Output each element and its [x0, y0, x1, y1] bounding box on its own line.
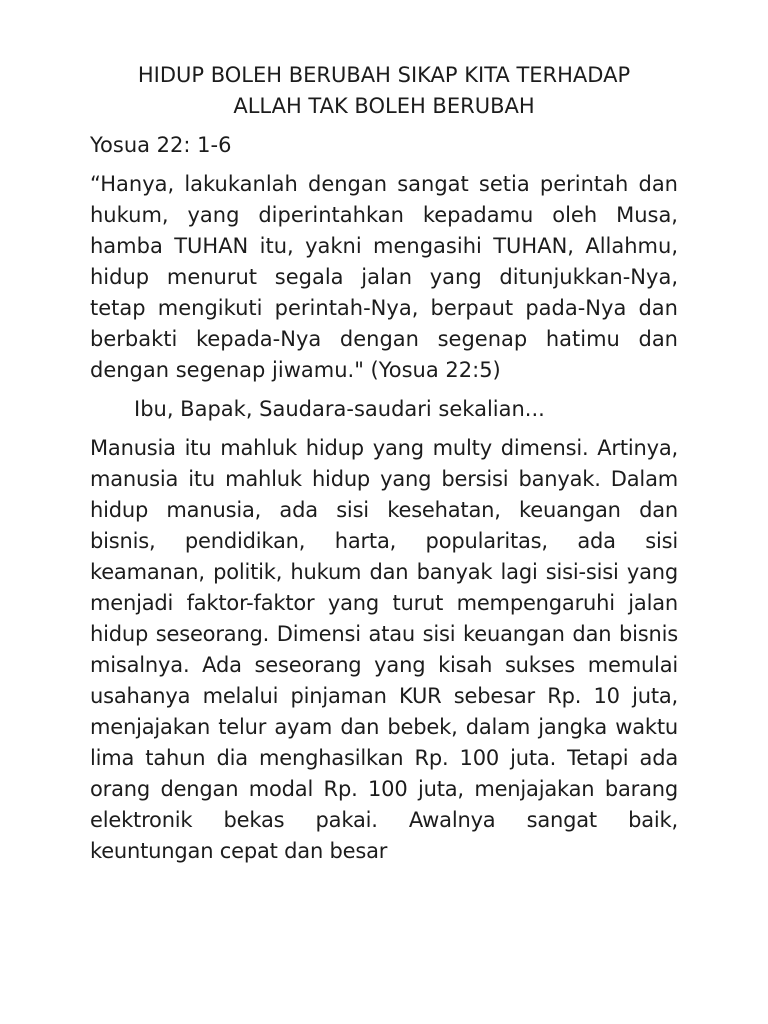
scripture-quote: “Hanya, lakukanlah dengan sangat setia perintah dan hukum, yang diperintahkan kepadamu oleh Musa, hamba TUHAN itu, yakni mengasihi TUHAN, Allahmu, hidup menurut segala jalan yang ditunjukkan-Nya, tetap mengikuti perintah-Nya, berpaut pada-Nya dan berbakti kepada-Nya dengan segenap hatimu dan dengan segenap jiwamu." (Yosua 22:5)	[90, 172, 678, 382]
body-paragraph: Manusia itu mahluk hidup yang multy dimensi. Artinya, manusia itu mahluk hidup yang bersisi banyak. Dalam hidup manusia, ada sisi kesehatan, keuangan dan bisnis, pendidikan, harta, popularitas, ada sisi keamanan, politik, hukum dan banyak lagi sisi-sisi yang menjadi faktor-faktor yang turut mempengaruhi jalan hidup seseorang. Dimensi atau sisi keuangan dan bisnis misalnya. Ada seseorang yang kisah sukses memulai usahanya melalui pinjaman KUR sebesar Rp. 10 juta, menjajakan telur ayam dan bebek, dalam jangka waktu lima tahun dia menghasilkan Rp. 100 juta. Tetapi ada orang dengan modal Rp. 100 juta, menjajakan barang elektronik bekas pakai. Awalnya sangat baik, keuntungan cepat dan besar	[90, 436, 678, 863]
greeting: Ibu, Bapak, Saudara-saudari sekalian...	[134, 397, 545, 421]
title-line-2: ALLAH TAK BOLEH BERUBAH	[233, 94, 535, 118]
title-line-1: HIDUP BOLEH BERUBAH SIKAP KITA TERHADAP	[137, 63, 631, 87]
document-title	[90, 60, 678, 122]
document-content	[90, 60, 678, 867]
scripture-reference: Yosua 22: 1-6	[90, 133, 232, 157]
